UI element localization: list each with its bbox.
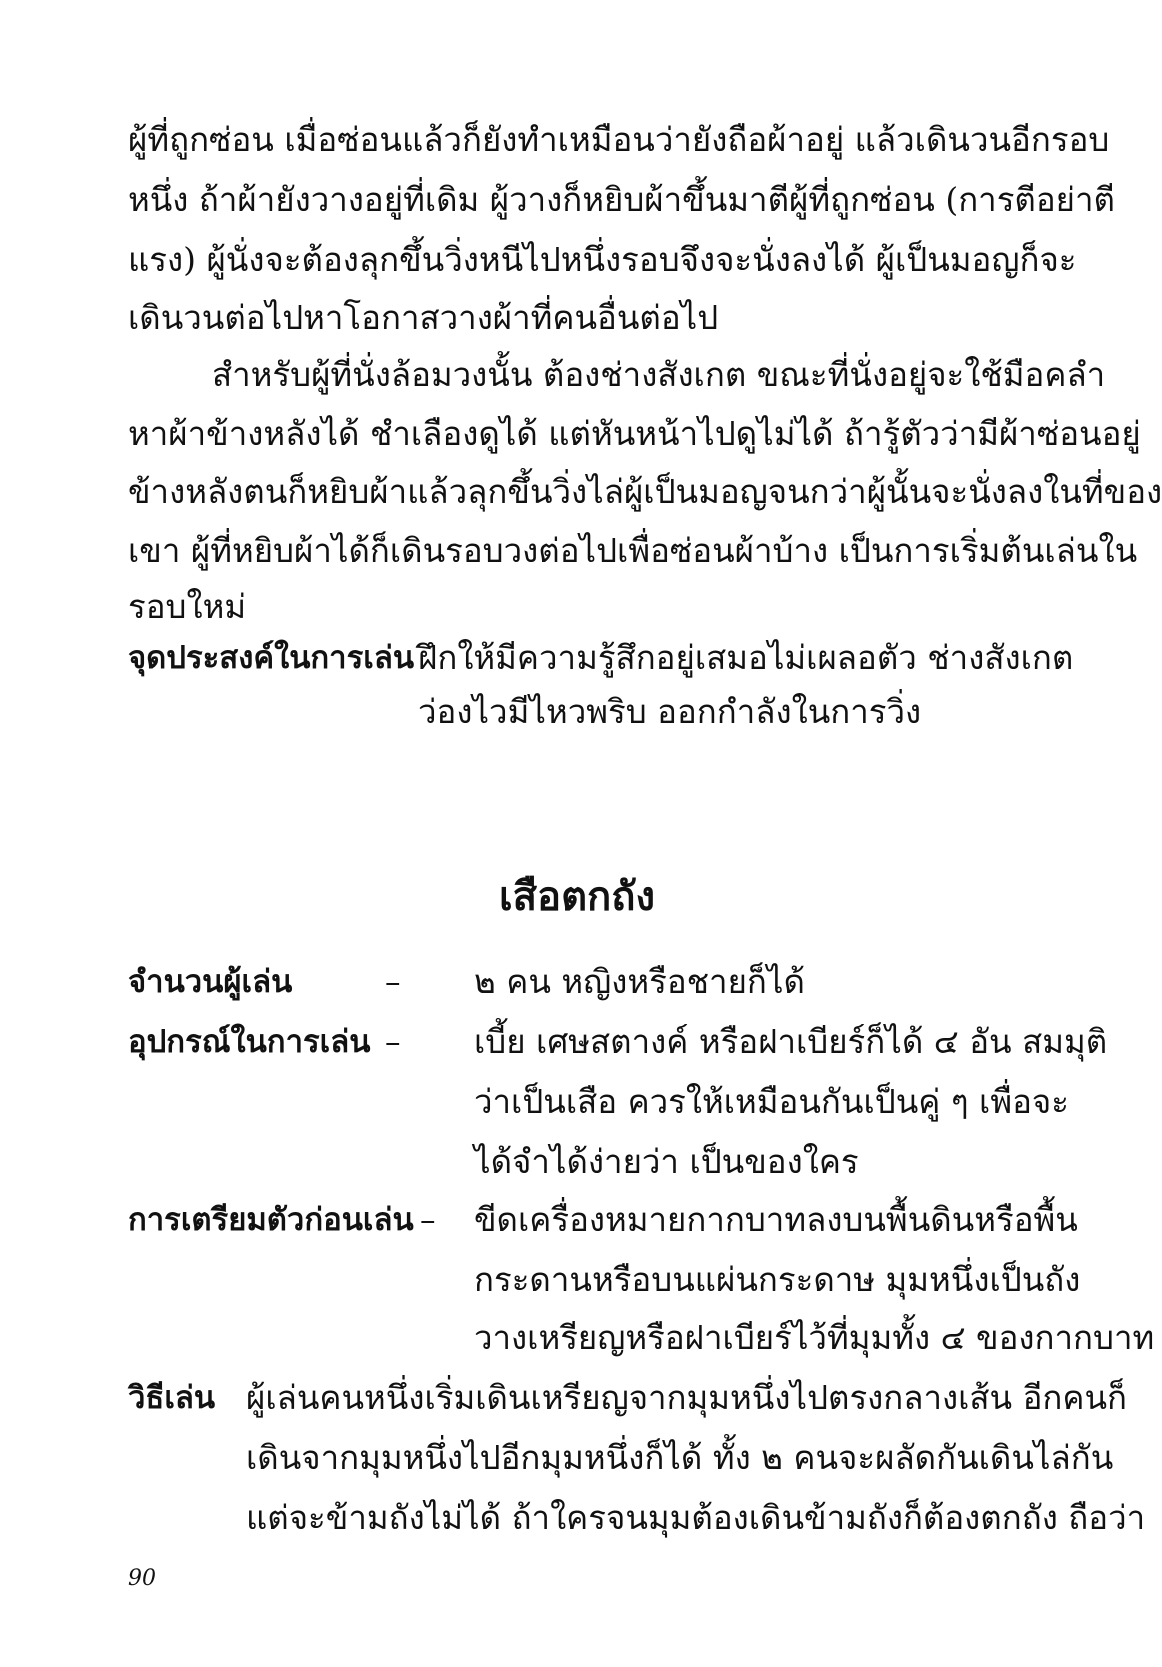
method-line: เดินจากมุมหนึ่งไปอีกมุมหนึ่งก็ได้ ทั้ง ๒ คนจะผลัดกันเดินไล่กัน bbox=[246, 1438, 1114, 1477]
text-line: หาผ้าข้างหลังได้ ชำเลืองดูได้ แต่หันหน้าไปดูไม่ได้ ถ้ารู้ตัวว่ามีผ้าซ่อนอยู่ bbox=[128, 414, 1141, 453]
preparation-line: กระดานหรือบนแผ่นกระดาษ มุมหนึ่งเป็นถัง bbox=[474, 1260, 1081, 1299]
text-line: สำหรับผู้ที่นั่งล้อมวงนั้น ต้องช่างสังเกต ขณะที่นั่งอยู่จะใช้มือคลำ bbox=[212, 355, 1106, 394]
purpose-line: ว่องไวมีไหวพริบ ออกกำลังในการวิ่ง bbox=[418, 692, 922, 731]
equipment-line: ได้จำได้ง่ายว่า เป็นของใคร bbox=[474, 1142, 859, 1181]
section-title: เสือตกถัง bbox=[498, 873, 656, 920]
text-line: ผู้ที่ถูกซ่อน เมื่อซ่อนแล้วก็ยังทำเหมือนว่ายังถือผ้าอยู่ แล้วเดินวนอีกรอบ bbox=[128, 120, 1110, 159]
purpose-line: ฝึกให้มีความรู้สึกอยู่เสมอไม่เผลอตัว ช่างสังเกต bbox=[418, 638, 1074, 677]
preparation-line: วางเหรียญหรือฝาเบียร์ไว้ที่มุมทั้ง ๔ ของกากบาท bbox=[474, 1318, 1155, 1357]
text-line: แรง) ผู้นั่งจะต้องลุกขึ้นวิ่งหนีไปหนึ่งรอบจึงจะนั่งลงได้ ผู้เป็นมอญก็จะ bbox=[128, 240, 1077, 279]
preparation-label: การเตรียมตัวก่อนเล่น bbox=[128, 1202, 414, 1238]
page-number: 90 bbox=[128, 1566, 156, 1591]
method-label: วิธีเล่น bbox=[128, 1380, 216, 1416]
equipment-dash: – bbox=[385, 1024, 401, 1060]
preparation-line: ขีดเครื่องหมายกากบาทลงบนพื้นดินหรือพื้น bbox=[474, 1200, 1078, 1239]
purpose-label: จุดประสงค์ในการเล่น bbox=[128, 640, 415, 676]
preparation-dash: – bbox=[420, 1202, 436, 1238]
method-line: ผู้เล่นคนหนึ่งเริ่มเดินเหรียญจากมุมหนึ่งไปตรงกลางเส้น อีกคนก็ bbox=[246, 1378, 1128, 1417]
players-dash: – bbox=[385, 964, 401, 1000]
players-label: จำนวนผู้เล่น bbox=[128, 964, 293, 1000]
text-line: หนึ่ง ถ้าผ้ายังวางอยู่ที่เดิม ผู้วางก็หยิบผ้าขึ้นมาตีผู้ที่ถูกซ่อน (การตีอย่าตี bbox=[128, 180, 1115, 219]
text-line: ข้างหลังตนก็หยิบผ้าแล้วลุกขึ้นวิ่งไล่ผู้เป็นมอญจนกว่าผู้นั้นจะนั่งลงในที่ของ bbox=[128, 472, 1162, 511]
equipment-line: ว่าเป็นเสือ ควรให้เหมือนกันเป็นคู่ ๆ เพื่อจะ bbox=[474, 1082, 1069, 1121]
text-line: รอบใหม่ bbox=[128, 587, 247, 626]
equipment-line: เบี้ย เศษสตางค์ หรือฝาเบียร์ก็ได้ ๔ อัน สมมุติ bbox=[474, 1022, 1108, 1061]
method-line: แต่จะข้ามถังไม่ได้ ถ้าใครจนมุมต้องเดินข้ามถังก็ต้องตกถัง ถือว่า bbox=[246, 1498, 1146, 1537]
equipment-label: อุปกรณ์ในการเล่น bbox=[128, 1024, 371, 1060]
text-line: เดินวนต่อไปหาโอกาสวางผ้าที่คนอื่นต่อไป bbox=[128, 298, 719, 337]
players-line: ๒ คน หญิงหรือชายก็ได้ bbox=[474, 962, 805, 1001]
text-line: เขา ผู้ที่หยิบผ้าได้ก็เดินรอบวงต่อไปเพื่อซ่อนผ้าบ้าง เป็นการเริ่มต้นเล่นใน bbox=[128, 531, 1138, 570]
